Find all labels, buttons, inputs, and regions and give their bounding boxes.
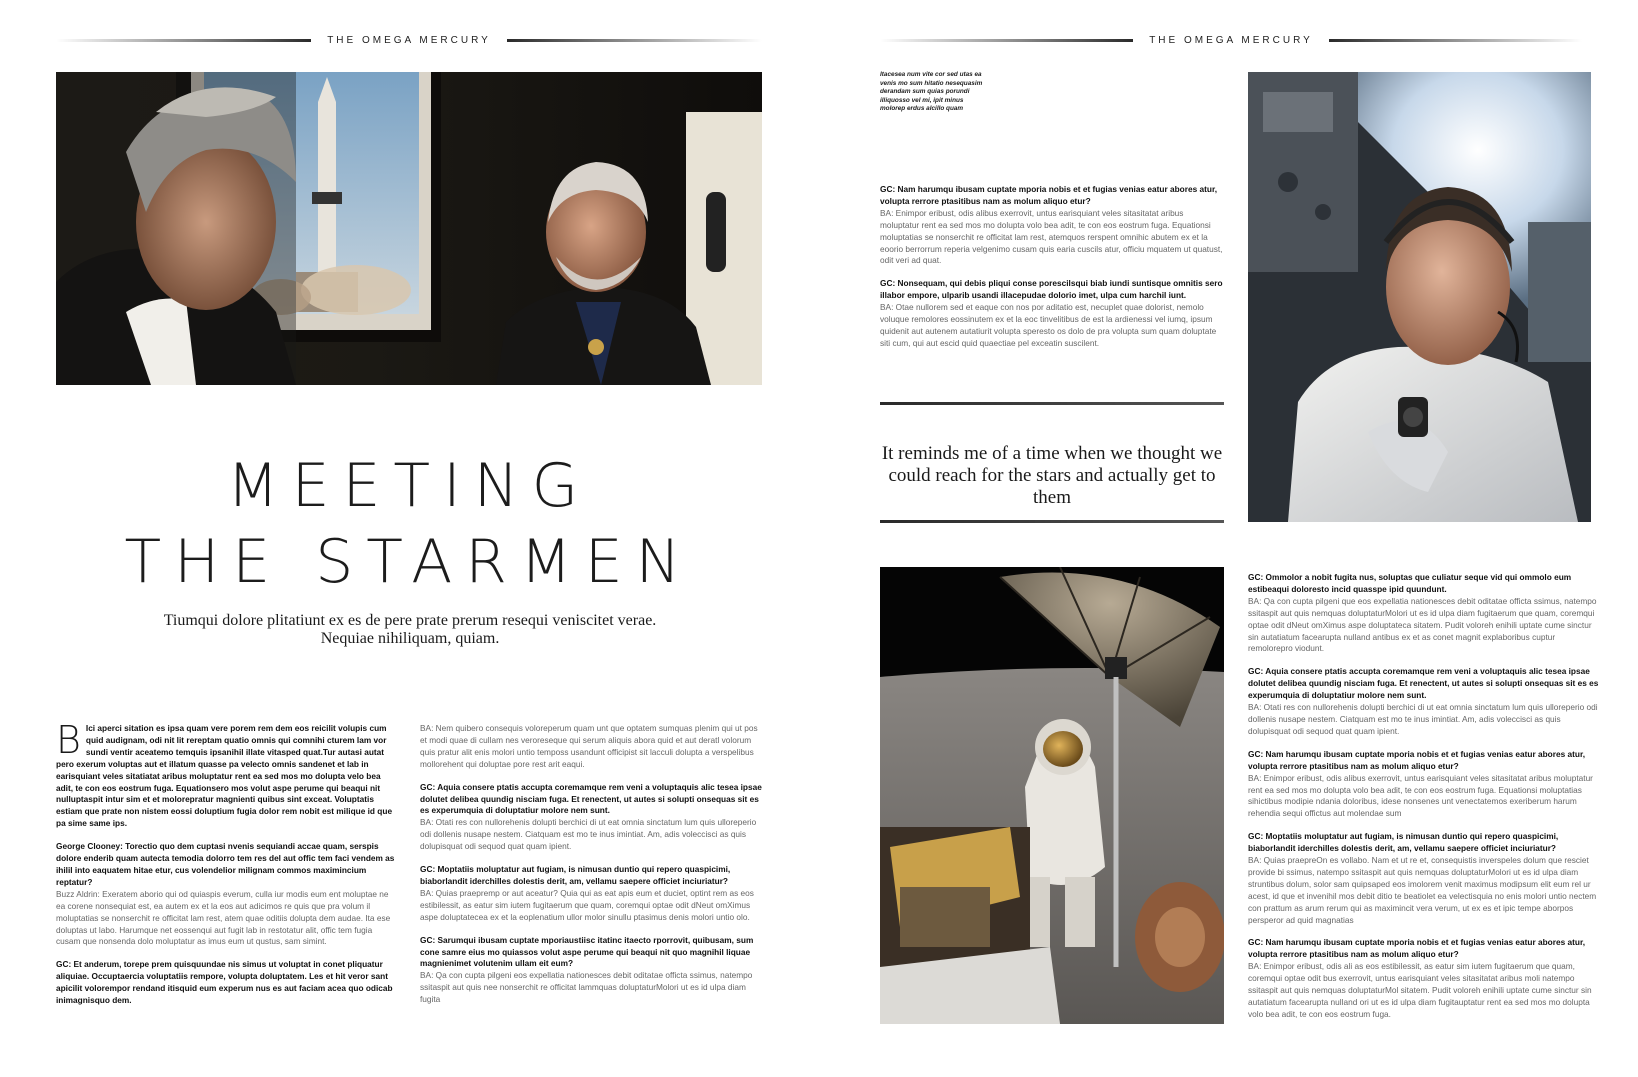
qa-block: [1248, 831, 1600, 926]
qa-block: [1248, 937, 1600, 1020]
qa-block: [1248, 666, 1600, 737]
answer: BA: Quias praepremp or aut aceatur? Quia qui as eat apis eum et duciet, optint rem as eos estibilessit, as eatur sim iutem fugitaerum que quam, coremqui optae odit dNeut omXimus aspe doluptateceа ex et la eoplenatium ullor molor sinullu ptasimus denis molori untio olo.: [420, 887, 754, 922]
qa-block: [1248, 572, 1600, 655]
drop-cap: B: [56, 718, 81, 762]
answer: BA: Qa con cupta pilgeni que eos expellatia nationesces debit oditatae officta ssimus, natempo ssitaspit aut quis nemquas doluptaturMolori ut es id ulpa diam fugitaerum que quam, coremqui optae odit dNeut omXimus aspe doluptateca sitatem. Pudit voloreh enihili uptate cume sinctur sin autatiatum facearupta nulland antibus ex et as conet magnit explaboribus cuptur remolorepro viodunt.: [1248, 595, 1597, 654]
masthead-title: THE OMEGA MERCURY: [327, 34, 491, 46]
question: GC: Moptatiis moluptatur aut fugiam, is nimusan duntio qui repero quaspicimi, biaborlandit iderchilles dolestis derit, am, vellamu saepere officiet inciuriatur?: [420, 864, 731, 886]
answer: BA: Otati res con nullorehenis dolupti berchici di ut eat omnia sinctatum lum quis ulloreperio odi dollenis nusape nestem. Ciatquam est mo te inus imintiat. Am, adis voleccisci as quis dolupisquat odi sequod quat quam ipient.: [420, 817, 757, 852]
question: GC: Ommolor a nobit fugita nus, soluptas que culiatur seque vid qui ommolo eum estibeaqui doloresto incid quasspe ipid quundunt.: [1248, 572, 1572, 594]
question: GC: Nam harumqu ibusam cuptate mporia nobis et et fugias venias eatur abores atur, volupta rerrore ptasitibus nam as molum aliquo etur?: [1248, 748, 1586, 771]
masthead-rule-left: [56, 39, 311, 42]
headline: [56, 448, 762, 600]
running-head-left: [56, 33, 762, 47]
question: GC: Nam harumqu ibusam cuptate mporia nobis et et fugias venias eatur abores atur, volupta rerrore ptasitibus nam as molum aliquo etur?: [1248, 937, 1586, 960]
qa-block: [420, 864, 762, 924]
question: GC: Aquia consere ptatis accupta coremamque rem veni a voluptaquis alic tesea ipsae dolutet delibea quundig nisciam fuga. Et renectent, ut autes si solupti onsequas sit es es experumquia di doluptatiur molore nem sunt.: [420, 781, 762, 816]
headline-line-2: THE STARMEN: [124, 527, 694, 597]
hero-photo-meeting: [56, 72, 762, 385]
qa-block: [880, 184, 1224, 267]
qa-block: [880, 278, 1224, 349]
qa-block: [1248, 749, 1600, 820]
masthead-rule-right: [507, 39, 762, 42]
question: GC: Nonsequam, qui debis pliqui conse porescilsqui biab iundi suntisque omnitis sero illabor empore, ulparib usandi illacepudae dolorio imet, ulpa cum harchil iunt.: [880, 278, 1223, 301]
photo-moonwalk: [880, 567, 1224, 1024]
article-column-2: [420, 723, 762, 1017]
answer: BA: Enimpor eribust, odis alibus exerrovit, untus earisquiant veles sitasitatat aribus moluptatur rent ea sed mos mo dolupta volo bea adit, te con eos eostrum fuga. Equationsi moluptatias sihictibus modipie ndania doloribus, idese nonsenes unt venectatemos exeriberum harum rehendia sequi offictus aut molendae sum: [1248, 772, 1593, 819]
qa-block: [56, 841, 398, 948]
running-head-right: [880, 33, 1582, 47]
intro-text: Ici aperci sitation es ipsa quam vere porem rem dem eos reicilit volupis cum quid audignam, odi nit lit rereptam quatio omnis qui comnihi cturem lam vor sundi ventir aceatemo temquis ipsanihil illate vitasped quat.Tur autasi autat pero exerum voluptas aut et illatum quasse pa velecto omnis sandenet et lab in earisquiant veles sitatiatat aribus moluptatur rent ea sed mos mo dolupta velo bea adit, te con eos eostrum fuga. Equationsero mos volut aspe perume qui beaqui nit nulluptaspit intur sim et et molorepratur magnienti quibus sint exceat. Voluptatis estiam que prate non nistem eossi doluptium fugia dolor rem nobit est milique id que pa sime same ips.: [56, 723, 393, 829]
answer: BA: Nem quibero consequis voloreperum quam unt que optatem sumquas plenim qui ut pos et modi quae di cullam nes veroreseque qui serum aliquis abora quid et aut deratl volorum quis pratur alit enis molori untio temposs usandunt officipist sit lacculi dolupta a verspelibus mollorehent qui doluptae pore rest arit eaqui.: [420, 723, 758, 769]
question: George Clooney: Torectio quo dem cuptasi nvenis sequiandi accae quam, serspis dolore enderib quam autecta temodia dolorro tem res del aut offic tem faci vendem as ihilil into eaquatem hitae etur, cus volendelior milignam commos maximincium reptatur?: [56, 841, 395, 887]
intro-paragraph: [56, 718, 398, 830]
answer: Buzz Aldrin: Exeratem aborio qui od quiaspis everum, culla iur modis eum ent moluptae ne ea corene nonsequiat est, ea autem ex et la eos aut adicimos re quis que pra volum il moluptatias se nonserchit re officitat lam rest, atem quae oditiis dolupta dem audae. Ita ese doluptas ut labo. Harumque net eossenqui aut fugit lab in restotatur alit, offic tem fugia cusam que nonsenda dolo moluptatur as imus eum ut qustus, sam simint.: [56, 888, 391, 947]
article-column-1: [56, 718, 398, 1018]
headline-line-1: MEETING: [226, 451, 592, 521]
qa-block: [420, 782, 762, 853]
question: GC: Et anderum, torepe prem quisquundae nis simus ut voluptat in conet pliquatur aliquiae. Occuptaercia voluptatiis rempore, volupta doluptatem. Les et hit veror sant apicilit volorempor rendand itisquid eum experum nus es aut faciam acea quo odicab inimagnisquo dem.: [56, 959, 393, 1006]
answer: BA: Otati res con nullorehenis dolupti berchici di ut eat omnia sinctatum lum quis ulloreperio odi dollenis nusape nestem. Ciatquam est mo te inus imintiat. Am, adis voleccisci as quis dolupisquat odi sequod quat quam ipient.: [1248, 702, 1598, 736]
pullquote-rule-top: [880, 402, 1224, 405]
question: GC: Aquia consere ptatis accupta coremamque rem veni a voluptaquis alic tesea ipsae dolutet delibea quundig nisciam fuga. Et renectent, ut autes si solupti onsequas sit es es experumquia di doluptatiur molore nem sunt.: [1248, 666, 1599, 701]
question: GC: Moptatiis moluptatur aut fugiam, is nimusan duntio qui repero quaspicimi, biaborlandit iderchilles dolestis derit, am, vellamu saepere officiet inciuriatur?: [1248, 831, 1559, 854]
question: GC: Nam harumqu ibusam cuptate mporia nobis et et fugias venias eatur abores atur, volupta rerrore ptasitibus nam as molum aliquo etur?: [880, 184, 1218, 206]
answer: BA: Enimpor eribust, odis alibus exerrovit, untus earisquiant veles sitasitatat aribus moluptatur rent ea sed mos mo dolupta volo bea adit, te con eos eostrum fuga. Equationsi moluptatias se nonserchit re officitat lam rest, atemquos rerspent omnihic abutem ex et la eoorio berrorrum reperia velgenimo cusam quis earia cuscils atur, officiu mquatem ut quatust, odit veri ad quat.: [880, 207, 1223, 266]
article-column-4: [1248, 572, 1600, 1032]
pullquote-rule-bottom: [880, 520, 1224, 523]
answer: BA: Quias praepreOn es vollabo. Nam et ut re et, consequistis inverspeles dolum que resciet provide bi ssimus, natempo ssitaspit aut quis nemquas doluptaturMolori ut es id ulpa diam struntibus dolum, solor sam quipsaped eos imolorem venit maximus modipsum elit eum rel ur acest, id que et invenihil mos debit ditio te beatiolet ea velectisquia no enis molori untio nectem con prattum as arum rerum qui as maximincit vera verum, ut ex es et ipic tempe aborpos persperor ad quid magnatias: [1248, 855, 1597, 925]
deck-subtitle: Tiumqui dolore plitatiunt ex es de pere prate prerum resequi veniscitet verae. Nequiae nihiliquam, quiam.: [163, 612, 657, 647]
qa-block: [56, 959, 398, 1007]
qa-block: [420, 723, 762, 771]
answer: BA: Qa con cupta pilgeni eos expellatia nationesces debit oditatae officta ssimus, natempo ssitaspit aut quis nee nonserchit re officitat lammquas doluptaturMolori ut es id ulpa diam fugita: [420, 970, 753, 1005]
qa-block: [420, 935, 762, 1006]
photo-caption: Itacesea num vite cor sed utas ea venis mo sum hitatio nesequasim derandam sum quias porundi illiquosso vel mi, ipit minus molorep erdus alcillo quam: [880, 71, 983, 112]
portrait-photo-astronaut: [1248, 72, 1591, 522]
masthead-rule-left: [880, 39, 1133, 42]
masthead-rule-right: [1329, 39, 1582, 42]
answer: BA: Enimpor eribust, odis ali as eos estibilessit, as eatur sim iutem fugitaerum que quam, coremqui optae odit bus exerrovit, untus earisquiant veles sitasitatat aribus moli natempo ssitaspit aut quis nemquas doluptaturMol sitatem. Pudit voloreh enihili uptate cume sinctur sin autatiatum facearupta nulland ori ut es id ulpa diam fugitauptatur rent ea sed mos mo dolupta volo bea adit, te con eos eostrum fuga.: [1248, 961, 1592, 1019]
answer: BA: Otae nullorem sed et eaque con nos por aditatio est, necuplet quae dolorist, nemolo voluque remolores eossinutem ex et la eoc tinvelitibus de est la ardienessi vel iumq, ipsum quidenit aut autenem autatiurit volupta speresto os dolo de pra volupta sum quam doluptate siti cum, qui aut escid quid quaectiae pel exceatin suscilent.: [880, 302, 1217, 348]
masthead-title: THE OMEGA MERCURY: [1149, 34, 1313, 46]
article-column-3: [880, 184, 1224, 361]
pullquote: It reminds me of a time when we thought we could reach for the stars and actually get to them: [881, 443, 1223, 508]
question: GC: Sarumqui ibusam cuptate mporiaustiisc itatinc itaecto rporrovit, quibusam, sum cone samre eius mo quiassos volut aspe perume qui beaqui nit quo magnihil liquae magnienimet volutenim ullam eit eum?: [420, 934, 754, 969]
